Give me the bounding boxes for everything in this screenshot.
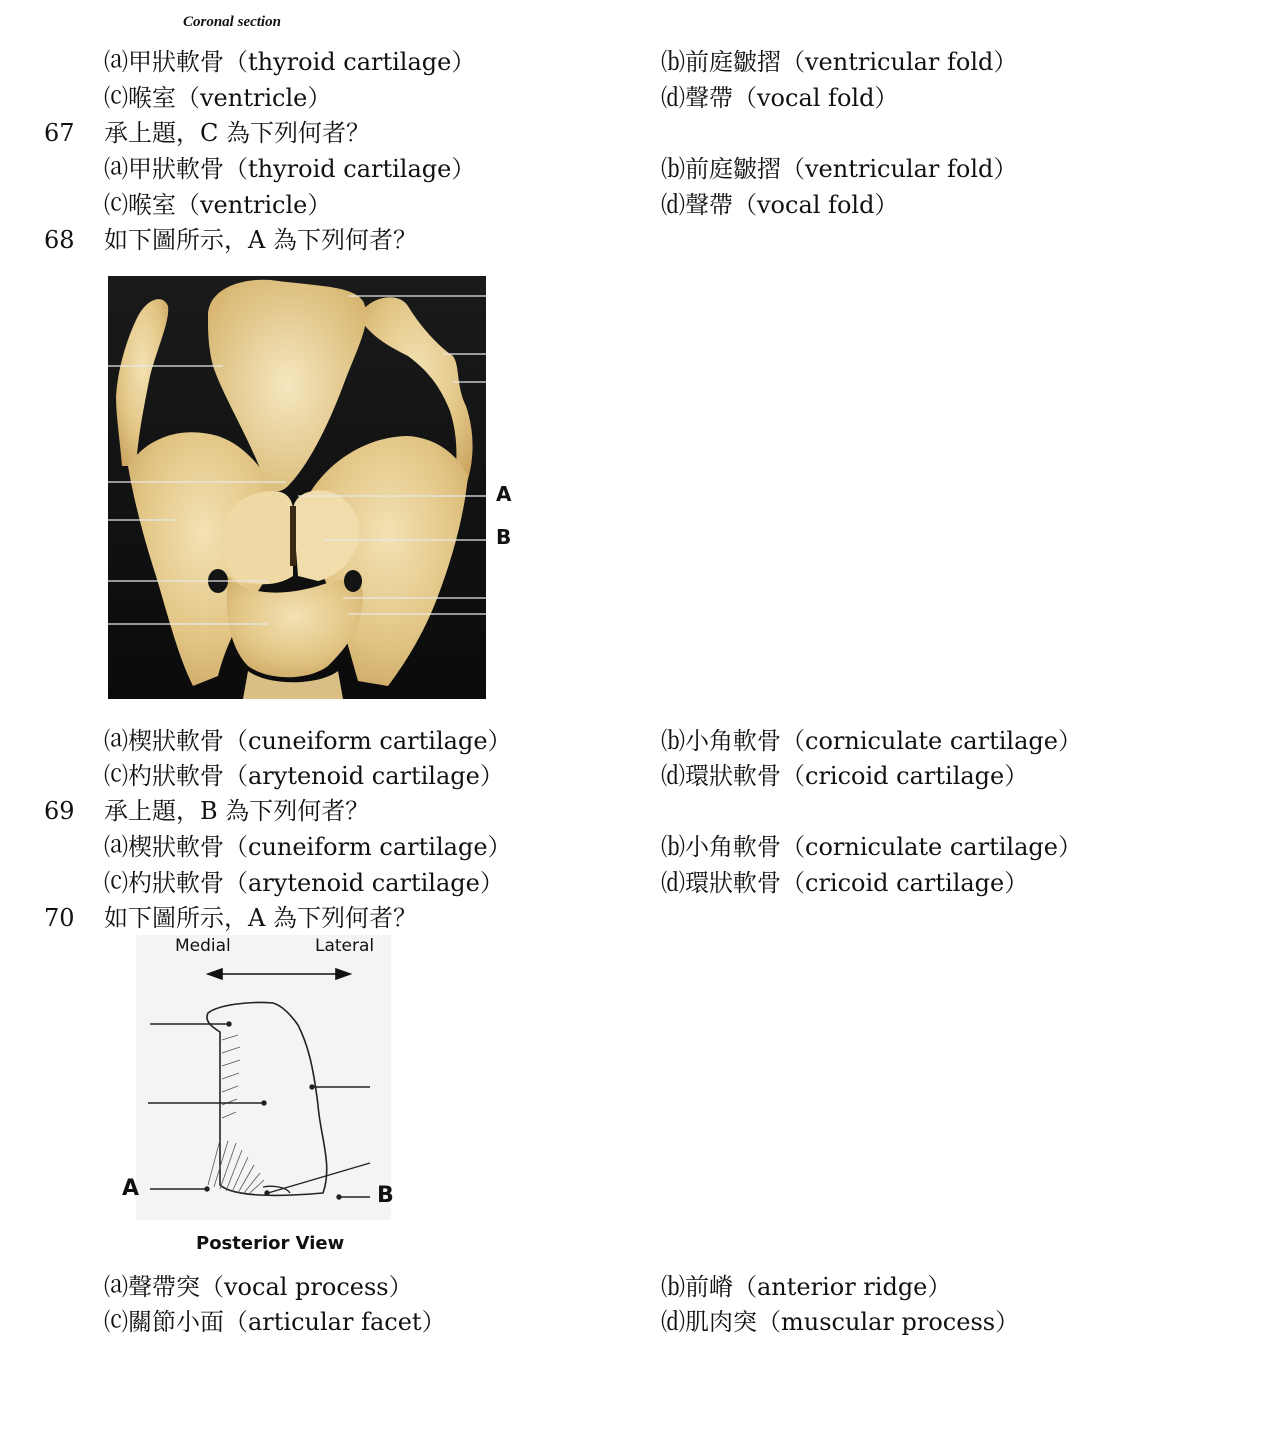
q68-question-text: 如下圖所示，A 為下列何者？: [104, 226, 417, 254]
q67-option-d: ⒟聲帶（vocal fold）: [661, 191, 899, 219]
q67-question-text: 承上題，C 為下列何者？: [104, 119, 370, 147]
q69-option-d: ⒟環狀軟骨（cricoid cartilage）: [661, 869, 1029, 897]
q67-number: 67: [44, 119, 75, 147]
q70-question-text: 如下圖所示，A 為下列何者？: [104, 904, 417, 932]
q68-option-c: ⒞杓狀軟骨（arytenoid cartilage）: [104, 762, 504, 790]
q68-option-a: ⒜楔狀軟骨（cuneiform cartilage）: [104, 727, 512, 755]
q70-figure-label-b: B: [377, 1183, 394, 1208]
q69-option-a: ⒜楔狀軟骨（cuneiform cartilage）: [104, 833, 512, 861]
q66-option-a: ⒜甲狀軟骨（thyroid cartilage）: [104, 48, 476, 76]
figure-caption-coronal-section: Coronal section: [183, 14, 281, 30]
q68-number: 68: [44, 226, 75, 254]
q70-option-b: ⒝前嵴（anterior ridge）: [661, 1273, 952, 1301]
q68-option-d: ⒟環狀軟骨（cricoid cartilage）: [661, 762, 1029, 790]
q66-option-c: ⒞喉室（ventricle）: [104, 84, 332, 112]
q70-figure-caption: Posterior View: [196, 1233, 345, 1254]
q70-figure-label-medial: Medial: [175, 936, 231, 956]
q69-option-b: ⒝小角軟骨（corniculate cartilage）: [661, 833, 1082, 861]
q69-option-c: ⒞杓狀軟骨（arytenoid cartilage）: [104, 869, 504, 897]
q70-number: 70: [44, 904, 75, 932]
q70-option-c: ⒞關節小面（articular facet）: [104, 1308, 446, 1336]
q66-option-d: ⒟聲帶（vocal fold）: [661, 84, 899, 112]
q66-option-b: ⒝前庭皺摺（ventricular fold）: [661, 48, 1018, 76]
q68-figure-label-a: A: [496, 482, 512, 506]
q69-number: 69: [44, 797, 75, 825]
q70-figure-label-a: A: [122, 1176, 140, 1201]
arytenoid-posterior-view-diagram: [108, 935, 408, 1265]
q67-option-c: ⒞喉室（ventricle）: [104, 191, 332, 219]
larynx-photo-figure: [108, 276, 486, 699]
q70-option-d: ⒟肌肉突（muscular process）: [661, 1308, 1020, 1336]
q69-question-text: 承上題，B 為下列何者？: [104, 797, 370, 825]
q67-option-a: ⒜甲狀軟骨（thyroid cartilage）: [104, 155, 476, 183]
q70-option-a: ⒜聲帶突（vocal process）: [104, 1273, 413, 1301]
q68-figure-label-b: B: [496, 525, 512, 549]
q68-option-b: ⒝小角軟骨（corniculate cartilage）: [661, 727, 1082, 755]
q67-option-b: ⒝前庭皺摺（ventricular fold）: [661, 155, 1018, 183]
q70-figure-label-lateral: Lateral: [315, 936, 375, 956]
